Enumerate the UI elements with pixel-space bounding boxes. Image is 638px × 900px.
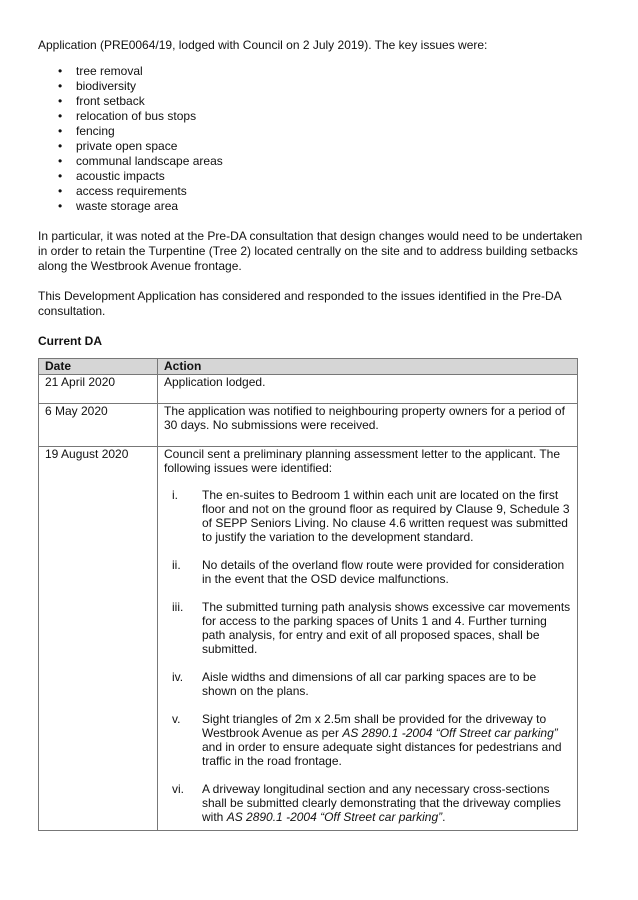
table-row [39,447,578,831]
bullet-icon: • [58,199,63,213]
action-cell [158,447,578,831]
bullet-icon: • [58,94,63,108]
table-header-row [39,359,578,375]
column-header-date: Date [39,359,158,375]
response-paragraph: This Development Application has considered and responded to the issues identified in the Pre-DA consultation. [38,289,561,318]
list-item: • acoustic impacts [58,169,165,183]
bullet-icon: • [58,154,63,168]
bullet-icon: • [58,184,63,198]
intro-paragraph: Application (PRE0064/19, lodged with Council on 2 July 2019). The key issues were: [38,38,488,52]
list-item: • biodiversity [58,79,137,93]
date-cell: 21 April 2020 [39,375,158,404]
table-row [39,375,578,404]
list-item: iii. The submitted turning path analysis shows excessive car movements for access to the parking spaces of Units 1 and 4. Further turning path analysis, for entry and exit of all proposed spaces, shall be submitted. [172,600,571,656]
column-header-action: Action [158,359,578,375]
list-item: • relocation of bus stops [58,109,197,123]
bullet-icon: • [58,79,63,93]
list-item: v. Sight triangles of 2m x 2.5m shall be provided for the driveway to Westbrook Avenue as per AS 2890.1 -2004 “Off Street car parking” and in order to ensure adequate sight distances for pedestrians and traffic in the road frontage. [172,712,562,768]
date-cell: 19 August 2020 [39,447,158,831]
list-item: vi. A driveway longitudinal section and any necessary cross-sections shall be submitted clearly demonstrating that the driveway complies with AS 2890.1 -2004 “Off Street car parking”. [172,782,561,824]
document-page [38,38,583,831]
bullet-icon: • [58,64,63,78]
bullet-icon: • [58,169,63,183]
list-item: ii. No details of the overland flow route were provided for consideration in the event that the OSD device malfunctions. [172,558,565,586]
key-issues-list [38,64,583,214]
list-item: • front setback [58,94,145,108]
list-item: • private open space [58,139,178,153]
table-row [39,404,578,447]
issues-sublist [164,488,571,824]
pre-da-paragraph: In particular, it was noted at the Pre-DA consultation that design changes would need to be undertaken in order to retain the Turpentine (Tree 2) located centrally on the site and to address building setbacks along the Westbrook Avenue frontage. [38,229,583,273]
bullet-icon: • [58,139,63,153]
list-item: • communal landscape areas [58,154,223,168]
bullet-icon: • [58,124,63,138]
list-item: • tree removal [58,64,143,78]
list-item: iv. Aisle widths and dimensions of all car parking spaces are to be shown on the plans. [172,670,537,698]
list-item: • access requirements [58,184,187,198]
list-item: • waste storage area [58,199,179,213]
action-text: Council sent a preliminary planning assessment letter to the applicant. The following issues were identified: [164,447,560,475]
date-cell: 6 May 2020 [39,404,158,447]
list-item: i. The en-suites to Bedroom 1 within each unit are located on the first floor and not on the ground floor as required by Clause 9, Schedule 3 of SEPP Seniors Living. No clause 4.6 written request was submitted to justify the variation to the development standard. [172,488,570,544]
spacer [38,319,583,334]
action-cell: Application lodged. [158,375,578,404]
list-item: • fencing [58,124,115,138]
section-heading: Current DA [38,334,103,348]
bullet-icon: • [58,109,63,123]
action-cell: The application was notified to neighbouring property owners for a period of 30 days. No submissions were received. [158,404,578,447]
current-da-table [38,358,578,831]
spacer [38,214,583,229]
spacer [38,274,583,289]
